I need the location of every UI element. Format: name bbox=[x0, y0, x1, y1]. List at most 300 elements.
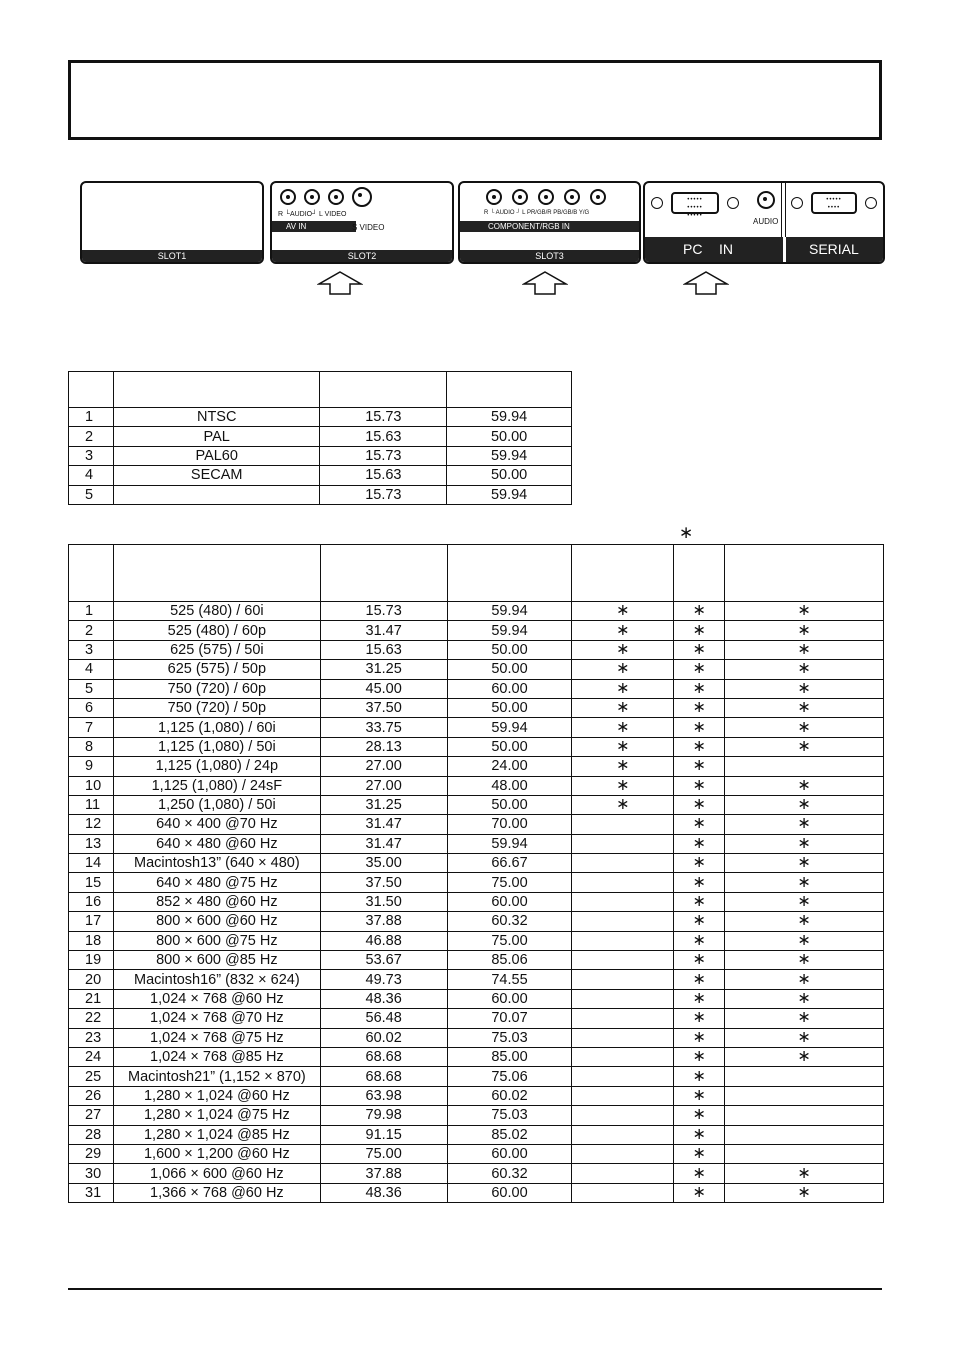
table-cell: 625 (575) / 50p bbox=[113, 660, 320, 679]
note-asterisk: ∗ bbox=[679, 523, 694, 542]
table-cell: ∗ bbox=[674, 795, 725, 814]
table-cell: 85.00 bbox=[447, 1047, 572, 1066]
table-cell: ∗ bbox=[572, 640, 674, 659]
row-number-cell: 10 bbox=[69, 776, 114, 795]
table-cell: ∗ bbox=[674, 621, 725, 640]
pc-in-arrow-icon bbox=[683, 271, 729, 295]
table-cell: 31.47 bbox=[320, 621, 447, 640]
av-jack-labels: R └AUDIO┘ L VIDEO bbox=[278, 211, 347, 218]
table-cell: ∗ bbox=[725, 679, 884, 698]
table-row bbox=[69, 427, 572, 446]
table-cell: ∗ bbox=[674, 854, 725, 873]
screw-icon bbox=[791, 197, 803, 209]
table-cell bbox=[113, 485, 320, 504]
table-cell: 1,125 (1,080) / 24p bbox=[113, 757, 320, 776]
screw-icon bbox=[727, 197, 739, 209]
table-cell: 31.50 bbox=[320, 892, 447, 911]
table-cell: 70.07 bbox=[447, 1009, 572, 1028]
table-cell: 1,024 × 768 @85 Hz bbox=[113, 1047, 320, 1066]
table-row bbox=[69, 718, 884, 737]
table-cell: ∗ bbox=[572, 679, 674, 698]
table-cell: ∗ bbox=[674, 873, 725, 892]
table-cell: 60.32 bbox=[447, 912, 572, 931]
pc-dsub-connector-icon: ••••• ••••• ••••• bbox=[671, 192, 719, 214]
table-cell: 46.88 bbox=[320, 931, 447, 950]
pc-label: PC bbox=[683, 241, 703, 257]
table-cell: ∗ bbox=[572, 602, 674, 621]
row-number-cell: 17 bbox=[69, 912, 114, 931]
row-number-cell: 21 bbox=[69, 989, 114, 1008]
row-number-cell: 4 bbox=[69, 660, 114, 679]
table-cell: 74.55 bbox=[447, 970, 572, 989]
table-cell: ∗ bbox=[572, 795, 674, 814]
table-cell: 37.88 bbox=[320, 1164, 447, 1183]
row-number-cell: 3 bbox=[69, 640, 114, 659]
table-cell: 60.00 bbox=[447, 1144, 572, 1163]
table-cell: ∗ bbox=[725, 737, 884, 756]
table-cell: ∗ bbox=[674, 1009, 725, 1028]
table-cell: 37.50 bbox=[320, 873, 447, 892]
component-jack-labels: R └ AUDIO ┘ L PR/GB/R PB/GB/B Y/G bbox=[484, 210, 590, 216]
audio-r-jack-icon bbox=[280, 189, 296, 205]
table-cell: ∗ bbox=[572, 776, 674, 795]
table-cell: 33.75 bbox=[320, 718, 447, 737]
serial-dsub-connector-icon: ••••• •••• bbox=[811, 192, 857, 214]
table-row bbox=[69, 602, 884, 621]
table-row bbox=[69, 757, 884, 776]
table-cell: ∗ bbox=[725, 815, 884, 834]
table-cell: ∗ bbox=[674, 602, 725, 621]
table-cell: ∗ bbox=[725, 718, 884, 737]
table-cell: 60.00 bbox=[447, 892, 572, 911]
table-cell: ∗ bbox=[674, 640, 725, 659]
pr-jack-icon bbox=[538, 189, 554, 205]
table-row bbox=[69, 834, 884, 853]
table-row bbox=[69, 1067, 884, 1086]
row-number-cell: 25 bbox=[69, 1067, 114, 1086]
table-row bbox=[69, 912, 884, 931]
table-cell bbox=[725, 1106, 884, 1125]
row-number-cell: 20 bbox=[69, 970, 114, 989]
table-cell: ∗ bbox=[725, 776, 884, 795]
table-cell: ∗ bbox=[725, 951, 884, 970]
table-cell: 35.00 bbox=[320, 854, 447, 873]
table-cell: 50.00 bbox=[447, 660, 572, 679]
table-row bbox=[69, 621, 884, 640]
table-cell: 59.94 bbox=[447, 408, 572, 427]
table-cell: ∗ bbox=[725, 854, 884, 873]
table-cell: 1,024 × 768 @60 Hz bbox=[113, 989, 320, 1008]
table-cell bbox=[572, 970, 674, 989]
table-cell: 852 × 480 @60 Hz bbox=[113, 892, 320, 911]
table-cell: 60.02 bbox=[447, 1086, 572, 1105]
table-cell: ∗ bbox=[725, 1009, 884, 1028]
table-cell: 750 (720) / 50p bbox=[113, 698, 320, 717]
table-cell: ∗ bbox=[674, 1144, 725, 1163]
table-row bbox=[69, 660, 884, 679]
audio-l-jack-icon bbox=[512, 189, 528, 205]
table-cell: 1,125 (1,080) / 50i bbox=[113, 737, 320, 756]
row-number-cell: 26 bbox=[69, 1086, 114, 1105]
table-cell: 525 (480) / 60p bbox=[113, 621, 320, 640]
row-number-cell: 30 bbox=[69, 1164, 114, 1183]
table-cell: 1,250 (1,080) / 50i bbox=[113, 795, 320, 814]
table-cell: 1,366 × 768 @60 Hz bbox=[113, 1183, 320, 1202]
table-cell: ∗ bbox=[674, 776, 725, 795]
audio-l-jack-icon bbox=[304, 189, 320, 205]
table-cell: ∗ bbox=[725, 660, 884, 679]
table-cell: 625 (575) / 50i bbox=[113, 640, 320, 659]
table-cell bbox=[572, 1144, 674, 1163]
table-row bbox=[69, 1125, 884, 1144]
slot2-arrow-icon bbox=[317, 271, 363, 295]
table-cell bbox=[572, 1009, 674, 1028]
table-cell bbox=[572, 1164, 674, 1183]
table-cell: 75.03 bbox=[447, 1106, 572, 1125]
table-cell: 750 (720) / 60p bbox=[113, 679, 320, 698]
screw-icon bbox=[865, 197, 877, 209]
row-number-cell: 12 bbox=[69, 815, 114, 834]
table-cell: 68.68 bbox=[320, 1067, 447, 1086]
table-cell: ∗ bbox=[725, 1164, 884, 1183]
table-cell bbox=[572, 873, 674, 892]
row-number-cell: 2 bbox=[69, 621, 114, 640]
table-row bbox=[69, 1009, 884, 1028]
table-cell: 75.03 bbox=[447, 1028, 572, 1047]
table-cell bbox=[572, 1125, 674, 1144]
row-number-cell: 3 bbox=[69, 446, 114, 465]
table-cell: ∗ bbox=[572, 757, 674, 776]
table-cell: 50.00 bbox=[447, 466, 572, 485]
row-number-cell: 13 bbox=[69, 834, 114, 853]
table-cell: 60.02 bbox=[320, 1028, 447, 1047]
slot1-label: SLOT1 bbox=[82, 250, 262, 262]
table-cell: ∗ bbox=[572, 718, 674, 737]
row-number-cell: 1 bbox=[69, 602, 114, 621]
table-cell: ∗ bbox=[725, 795, 884, 814]
table-cell: 27.00 bbox=[320, 776, 447, 795]
pc-serial-label-band bbox=[645, 237, 883, 262]
table-cell: PAL60 bbox=[113, 446, 320, 465]
table-cell: ∗ bbox=[725, 912, 884, 931]
table-cell: 1,600 × 1,200 @60 Hz bbox=[113, 1144, 320, 1163]
page-title-box bbox=[68, 60, 882, 140]
table-cell: 800 × 600 @60 Hz bbox=[113, 912, 320, 931]
table-cell: 48.36 bbox=[320, 989, 447, 1008]
video-signal-table bbox=[68, 371, 572, 505]
table-cell: ∗ bbox=[725, 1183, 884, 1202]
table-row bbox=[69, 815, 884, 834]
table-cell: 75.06 bbox=[447, 1067, 572, 1086]
audio-r-jack-icon bbox=[486, 189, 502, 205]
table-cell: PAL bbox=[113, 427, 320, 446]
pb-jack-icon bbox=[564, 189, 580, 205]
svideo-jack-icon bbox=[352, 187, 372, 207]
table-cell: 59.94 bbox=[447, 718, 572, 737]
table-cell: 79.98 bbox=[320, 1106, 447, 1125]
row-number-cell: 7 bbox=[69, 718, 114, 737]
table-cell: 85.06 bbox=[447, 951, 572, 970]
table-cell: ∗ bbox=[674, 1183, 725, 1202]
table-row bbox=[69, 466, 572, 485]
table-cell: ∗ bbox=[674, 1164, 725, 1183]
table-row bbox=[69, 1047, 884, 1066]
row-number-cell: 23 bbox=[69, 1028, 114, 1047]
table-cell bbox=[572, 912, 674, 931]
table-cell: ∗ bbox=[674, 1125, 725, 1144]
table-cell: ∗ bbox=[572, 737, 674, 756]
row-number-cell: 1 bbox=[69, 408, 114, 427]
table-cell: 31.25 bbox=[320, 660, 447, 679]
row-number-cell: 18 bbox=[69, 931, 114, 950]
table-row bbox=[69, 1144, 884, 1163]
row-number-cell: 11 bbox=[69, 795, 114, 814]
table-cell: ∗ bbox=[725, 989, 884, 1008]
table-cell: 15.73 bbox=[320, 485, 447, 504]
row-number-cell: 22 bbox=[69, 1009, 114, 1028]
table-row bbox=[69, 892, 884, 911]
table-cell: 59.94 bbox=[447, 485, 572, 504]
slot2-panel bbox=[270, 181, 454, 264]
table-row bbox=[69, 446, 572, 465]
slot3-panel bbox=[458, 181, 641, 264]
table-cell: 1,280 × 1,024 @85 Hz bbox=[113, 1125, 320, 1144]
table-cell: ∗ bbox=[674, 679, 725, 698]
table-row bbox=[69, 854, 884, 873]
table-cell: 48.00 bbox=[447, 776, 572, 795]
table-cell: Macintosh16” (832 × 624) bbox=[113, 970, 320, 989]
pc-audio-label: AUDIO bbox=[753, 217, 779, 226]
table-cell bbox=[725, 1144, 884, 1163]
row-number-cell: 8 bbox=[69, 737, 114, 756]
slot2-label: SLOT2 bbox=[272, 250, 452, 262]
table-cell: 37.50 bbox=[320, 698, 447, 717]
table-cell: ∗ bbox=[674, 660, 725, 679]
table-cell: 63.98 bbox=[320, 1086, 447, 1105]
row-number-cell: 2 bbox=[69, 427, 114, 446]
table-cell bbox=[725, 757, 884, 776]
table-cell: 800 × 600 @85 Hz bbox=[113, 951, 320, 970]
svideo-label: S VIDEO bbox=[352, 223, 385, 232]
y-jack-icon bbox=[590, 189, 606, 205]
table-cell: ∗ bbox=[674, 737, 725, 756]
table-row bbox=[69, 1086, 884, 1105]
table-cell: 31.47 bbox=[320, 834, 447, 853]
table-row bbox=[69, 698, 884, 717]
table-cell: ∗ bbox=[674, 892, 725, 911]
table-cell: Macintosh21” (1,152 × 870) bbox=[113, 1067, 320, 1086]
row-number-cell: 19 bbox=[69, 951, 114, 970]
table-cell: ∗ bbox=[725, 602, 884, 621]
table-cell: 15.73 bbox=[320, 446, 447, 465]
table-cell: 15.63 bbox=[320, 427, 447, 446]
table-row bbox=[69, 931, 884, 950]
table-cell: 60.32 bbox=[447, 1164, 572, 1183]
table-cell: ∗ bbox=[572, 621, 674, 640]
table-row bbox=[69, 1028, 884, 1047]
table-cell: 48.36 bbox=[320, 1183, 447, 1202]
table-cell bbox=[572, 815, 674, 834]
table-cell: 49.73 bbox=[320, 970, 447, 989]
table-cell: 15.73 bbox=[320, 602, 447, 621]
table-cell: ∗ bbox=[674, 1086, 725, 1105]
table-row bbox=[69, 951, 884, 970]
serial-label: SERIAL bbox=[809, 241, 859, 257]
table-cell: 75.00 bbox=[447, 931, 572, 950]
in-label: IN bbox=[719, 241, 733, 257]
table-cell: NTSC bbox=[113, 408, 320, 427]
table-cell: 70.00 bbox=[447, 815, 572, 834]
table-row bbox=[69, 776, 884, 795]
table-cell: 27.00 bbox=[320, 757, 447, 776]
table-cell: ∗ bbox=[674, 834, 725, 853]
table-cell: 59.94 bbox=[447, 621, 572, 640]
row-number-cell: 27 bbox=[69, 1106, 114, 1125]
table-row bbox=[69, 640, 884, 659]
table-cell: ∗ bbox=[725, 1047, 884, 1066]
table-cell bbox=[725, 1086, 884, 1105]
table-cell: 640 × 480 @75 Hz bbox=[113, 873, 320, 892]
table-cell: 31.47 bbox=[320, 815, 447, 834]
table-cell: ∗ bbox=[674, 1067, 725, 1086]
table-cell: ∗ bbox=[674, 815, 725, 834]
table-cell: ∗ bbox=[725, 834, 884, 853]
table-cell: ∗ bbox=[725, 698, 884, 717]
table-cell: SECAM bbox=[113, 466, 320, 485]
table-cell: ∗ bbox=[725, 1028, 884, 1047]
table-cell: 45.00 bbox=[320, 679, 447, 698]
row-number-cell: 28 bbox=[69, 1125, 114, 1144]
table-cell: 53.67 bbox=[320, 951, 447, 970]
table-cell bbox=[572, 1106, 674, 1125]
table-cell: 1,280 × 1,024 @75 Hz bbox=[113, 1106, 320, 1125]
table-row bbox=[69, 795, 884, 814]
table-cell: ∗ bbox=[674, 1106, 725, 1125]
table-cell: ∗ bbox=[674, 912, 725, 931]
row-number-cell: 14 bbox=[69, 854, 114, 873]
slot1-panel bbox=[80, 181, 264, 264]
table-cell: 75.00 bbox=[447, 873, 572, 892]
table-cell: 640 × 480 @60 Hz bbox=[113, 834, 320, 853]
table-cell: 50.00 bbox=[447, 427, 572, 446]
table-cell: 50.00 bbox=[447, 640, 572, 659]
table-cell: ∗ bbox=[674, 1047, 725, 1066]
slot3-label: SLOT3 bbox=[460, 250, 639, 262]
table-cell: 800 × 600 @75 Hz bbox=[113, 931, 320, 950]
table-cell: 59.94 bbox=[447, 446, 572, 465]
table-row bbox=[69, 485, 572, 504]
table-cell: ∗ bbox=[674, 1028, 725, 1047]
table-cell: 1,024 × 768 @70 Hz bbox=[113, 1009, 320, 1028]
table-cell: 68.68 bbox=[320, 1047, 447, 1066]
footer-rule bbox=[68, 1288, 882, 1290]
table-row bbox=[69, 408, 572, 427]
table-cell bbox=[572, 854, 674, 873]
table-cell: 1,280 × 1,024 @60 Hz bbox=[113, 1086, 320, 1105]
row-number-cell: 5 bbox=[69, 485, 114, 504]
table-cell bbox=[725, 1125, 884, 1144]
screw-icon bbox=[651, 197, 663, 209]
table-row bbox=[69, 873, 884, 892]
table-cell: ∗ bbox=[725, 970, 884, 989]
table-header-row bbox=[69, 545, 884, 602]
table-cell bbox=[572, 989, 674, 1008]
video-jack-icon bbox=[328, 189, 344, 205]
table-cell: ∗ bbox=[674, 970, 725, 989]
table-cell: ∗ bbox=[725, 621, 884, 640]
table-cell: 31.25 bbox=[320, 795, 447, 814]
table-row bbox=[69, 989, 884, 1008]
table-cell: ∗ bbox=[674, 931, 725, 950]
table-cell: 50.00 bbox=[447, 795, 572, 814]
row-number-cell: 29 bbox=[69, 1144, 114, 1163]
table-cell: 75.00 bbox=[320, 1144, 447, 1163]
table-cell: 1,125 (1,080) / 24sF bbox=[113, 776, 320, 795]
pc-serial-panel bbox=[643, 181, 885, 264]
table-cell bbox=[572, 1183, 674, 1202]
table-cell: ∗ bbox=[572, 698, 674, 717]
table-cell: 60.00 bbox=[447, 679, 572, 698]
table-cell: ∗ bbox=[674, 698, 725, 717]
table-cell: 15.63 bbox=[320, 640, 447, 659]
table-row bbox=[69, 1183, 884, 1202]
row-number-cell: 16 bbox=[69, 892, 114, 911]
table-cell: 85.02 bbox=[447, 1125, 572, 1144]
row-number-cell: 31 bbox=[69, 1183, 114, 1202]
table-cell: 24.00 bbox=[447, 757, 572, 776]
component-rgb-in-label: COMPONENT/RGB IN bbox=[460, 221, 639, 232]
table-cell: ∗ bbox=[725, 931, 884, 950]
table-cell: 66.67 bbox=[447, 854, 572, 873]
table-cell: 60.00 bbox=[447, 989, 572, 1008]
table-row bbox=[69, 1164, 884, 1183]
table-cell: 525 (480) / 60i bbox=[113, 602, 320, 621]
table-cell: 56.48 bbox=[320, 1009, 447, 1028]
table-cell: 28.13 bbox=[320, 737, 447, 756]
row-number-cell: 4 bbox=[69, 466, 114, 485]
table-cell: 59.94 bbox=[447, 834, 572, 853]
table-cell: ∗ bbox=[725, 640, 884, 659]
table-cell bbox=[572, 892, 674, 911]
table-cell bbox=[572, 1086, 674, 1105]
row-number-cell: 15 bbox=[69, 873, 114, 892]
table-cell: ∗ bbox=[572, 660, 674, 679]
table-cell: 59.94 bbox=[447, 602, 572, 621]
table-row bbox=[69, 737, 884, 756]
table-cell: ∗ bbox=[725, 873, 884, 892]
pc-audio-jack-icon bbox=[757, 191, 775, 209]
table-cell: 15.63 bbox=[320, 466, 447, 485]
table-cell: ∗ bbox=[674, 718, 725, 737]
table-cell: 640 × 400 @70 Hz bbox=[113, 815, 320, 834]
table-cell bbox=[572, 951, 674, 970]
table-cell: ∗ bbox=[674, 757, 725, 776]
table-row bbox=[69, 1106, 884, 1125]
table-cell: 91.15 bbox=[320, 1125, 447, 1144]
input-signal-table bbox=[68, 544, 884, 1203]
table-cell: 1,125 (1,080) / 60i bbox=[113, 718, 320, 737]
table-cell bbox=[572, 1047, 674, 1066]
table-cell: 1,066 × 600 @60 Hz bbox=[113, 1164, 320, 1183]
row-number-cell: 24 bbox=[69, 1047, 114, 1066]
table-cell bbox=[572, 1067, 674, 1086]
table-row bbox=[69, 679, 884, 698]
table-cell bbox=[572, 931, 674, 950]
table-cell: ∗ bbox=[674, 989, 725, 1008]
slot3-arrow-icon bbox=[522, 271, 568, 295]
table-cell: 37.88 bbox=[320, 912, 447, 931]
table-cell: 1,024 × 768 @75 Hz bbox=[113, 1028, 320, 1047]
